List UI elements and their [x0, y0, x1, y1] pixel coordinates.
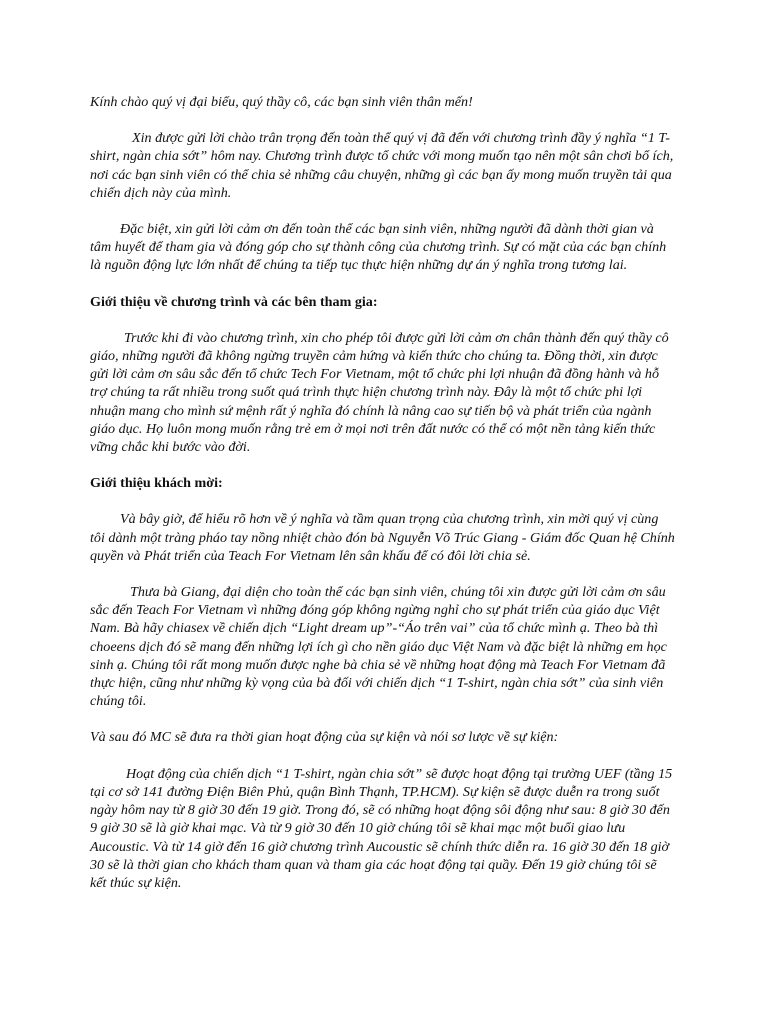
section-heading-program: Giới thiệu về chương trình và các bên tham gia:: [90, 293, 378, 310]
program-intro-paragraph: Trước khi đi vào chương trình, xin cho phép tôi được gửi lời cảm ơn chân thành đến quý thầy cô giáo, những người đã không ngừng truyền cảm hứng và kiến thức cho chúng ta. Đồng thời, xin được gửi lời cảm ơn sâu sắc đến tổ chức Tech For Vietnam, một tổ chức phi lợi nhuận đã đồng hành và hỗ trợ chúng ta rất nhiều trong suốt quá trình thực hiện chương trình này. Đây là một tổ chức phi lợi nhuận mang cho mình sứ mệnh rất ý nghĩa đó chính là nâng cao sự tiến bộ và phát triển của ngành giáo dục. Họ luôn mong muốn rằng trẻ em ở mọi nơi trên đất nước có thể có một nền tảng kiến thức vững chắc khi bước vào đời.: [90, 329, 669, 456]
thanks-paragraph: Đặc biệt, xin gửi lời cảm ơn đến toàn thể các bạn sinh viên, những người đã dành thời gian và tâm huyết để tham gia và đóng góp cho sự thành công của chương trình. Sự có mặt của các bạn chính là nguồn động lực lớn nhất để chúng ta tiếp tục thực hiện những dự án ý nghĩa trong tương lai.: [90, 221, 667, 274]
section-heading-guest: Giới thiệu khách mời:: [90, 475, 223, 492]
document-body: [90, 93, 676, 892]
schedule-paragraph: Hoạt động của chiến dịch “1 T-shirt, ngàn chia sớt” sẽ được hoạt động tại trường UEF (tầng 15 tại cơ sở 141 đường Điện Biên Phủ, quận Bình Thạnh, TP.HCM). Sự kiện sẽ được duễn ra trong suốt ngày hôm nay từ 8 giờ 30 đến 19 giờ. Trong đó, sẽ có những hoạt động sôi động như sau: 8 giờ 30 đến 9 giờ 30 sẽ là giờ khai mạc. Và từ 9 giờ 30 đến 10 giờ chúng tôi sẽ khai mạc một buổi giao lưu Aucoustic. Và từ 14 giờ đến 16 giờ chương trình Aucoustic sẽ chính thức diễn ra. 16 giờ 30 đến 18 giờ 30 sẽ là thời gian cho khách tham quan và tham gia các hoạt động tại quầy. Đến 19 giờ chúng tôi sẽ kết thúc sự kiện.: [90, 765, 673, 891]
guest-question-paragraph: Thưa bà Giang, đại diện cho toàn thể các bạn sinh viên, chúng tôi xin được gửi lời cảm ơn sâu sắc đến Teach For Vietnam vì những đóng góp không ngừng nghỉ cho sự phát triển của giáo dục Việt Nam. Bà hãy chiasex về chiến dịch “Light dream up”-“Áo trên vai” của tổ chức mình ạ. Theo bà thì choeens dịch đó sẽ mang đến những lợi ích gì cho nền giáo dục Việt Nam và đặc biệt là những em học sinh ạ. Chúng tôi rất mong muốn được nghe bà chia sẻ về những hoạt động mà Teach For Vietnam đã thực hiện, cũng như những kỳ vọng của bà đối với chiến dịch “1 T-shirt, ngàn chia sớt” của sinh viên chúng tôi.: [90, 584, 667, 710]
mc-transition-paragraph: Và sau đó MC sẽ đưa ra thời gian hoạt động của sự kiện và nói sơ lược về sự kiện:: [90, 729, 559, 746]
greeting-paragraph: Kính chào quý vị đại biểu, quý thầy cô, các bạn sinh viên thân mến!: [90, 94, 473, 110]
guest-intro-paragraph: Và bây giờ, để hiểu rõ hơn về ý nghĩa và tầm quan trọng của chương trình, xin mời quý vị cùng tôi dành một tràng pháo tay nồng nhiệt chào đón bà Nguyễn Võ Trúc Giang - Giám đốc Quan hệ Chính quyền và Phát triển của Teach For Vietnam lên sân khấu để có đôi lời chia sẻ.: [90, 511, 675, 564]
welcome-paragraph: Xin được gửi lời chào trân trọng đến toàn thể quý vị đã đến với chương trình đầy ý nghĩa “1 T-shirt, ngàn chia sớt” hôm nay. Chương trình được tổ chức với mong muốn tạo nên một sân chơi bổ ích, nơi các bạn sinh viên có thể chia sẻ những câu chuyện, những gì các bạn ấy mong muốn truyền tải qua chiến dịch này của mình.: [90, 130, 674, 201]
